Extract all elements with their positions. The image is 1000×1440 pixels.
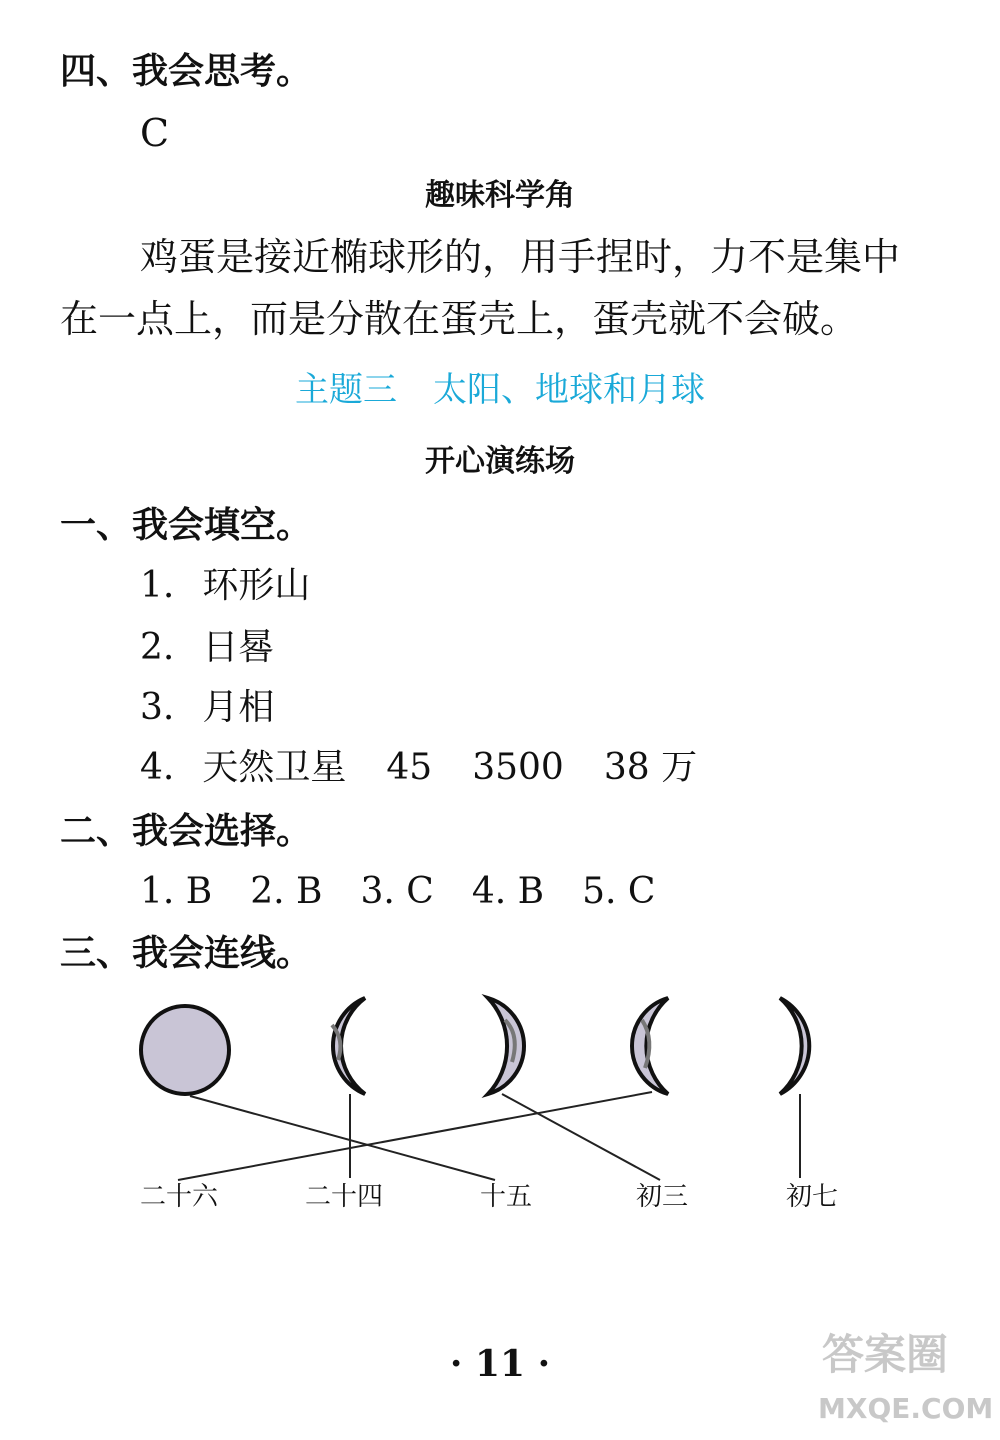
item-number: 2. [140, 627, 175, 668]
page-number: · 11 · [449, 1343, 551, 1385]
choice-answers [140, 870, 655, 914]
theme-title [0, 368, 1000, 412]
item-extra-3: 38 万 [603, 747, 698, 788]
item-number: 1. [140, 565, 175, 606]
item-extra-1: 45 [386, 747, 433, 788]
connector-waxing-thin-to-3 [502, 1094, 660, 1180]
fill-blank-heading: 一、我会填空。 [60, 505, 313, 546]
fun-science-line-2: 在一点上，而是分散在蛋壳上，蛋壳就不会破。 [60, 297, 859, 341]
choice-answer-5: 5. C [582, 871, 656, 912]
choice-heading: 二、我会选择。 [60, 811, 313, 852]
full-moon-icon [141, 1006, 229, 1094]
section-4-heading: 四、我会思考。 [60, 51, 313, 92]
waning-crescent-icon [333, 998, 365, 1094]
theme-number: 主题三 [295, 370, 397, 410]
match-label-3: 初三 [636, 1182, 689, 1212]
item-answer: 月相 [202, 687, 275, 728]
match-label-24: 二十四 [305, 1182, 384, 1212]
match-label-26: 二十六 [140, 1182, 219, 1212]
theme-name: 太阳、地球和月球 [433, 370, 705, 410]
connector-full-moon-to-15 [190, 1096, 495, 1180]
fill-blank-item-2 [140, 626, 274, 670]
item-number: 4. [140, 747, 175, 788]
choice-answer-3: 3. C [360, 871, 434, 912]
practice-title: 开心演练场 [425, 444, 575, 479]
fill-blank-item-1 [140, 564, 310, 608]
item-answer: 环形山 [202, 565, 311, 606]
fill-blank-item-4 [140, 746, 697, 790]
section-4-answer: C [140, 111, 170, 155]
choice-answer-4: 4. B [471, 871, 545, 912]
match-label-15: 十五 [480, 1182, 533, 1212]
fun-science-line-1: 鸡蛋是接近椭球形的，用手捏时，力不是集中 [140, 235, 901, 279]
fun-science-title: 趣味科学角 [425, 178, 575, 213]
choice-answer-2: 2. B [250, 871, 323, 912]
waxing-crescent-icon [780, 998, 809, 1094]
item-number: 3. [140, 687, 175, 728]
watermark-url: MXQE.COM [818, 1392, 994, 1425]
matching-heading: 三、我会连线。 [60, 933, 313, 974]
item-extra-2: 3500 [472, 747, 564, 788]
fill-blank-item-3 [140, 686, 274, 730]
item-answer: 天然卫星 [202, 747, 347, 788]
match-label-7: 初七 [786, 1182, 839, 1212]
waxing-crescent-thin-icon [488, 998, 524, 1094]
item-answer: 日晷 [202, 627, 275, 668]
choice-answer-1: 1. B [140, 871, 213, 912]
watermark-logo: 答案圈 [822, 1330, 949, 1379]
